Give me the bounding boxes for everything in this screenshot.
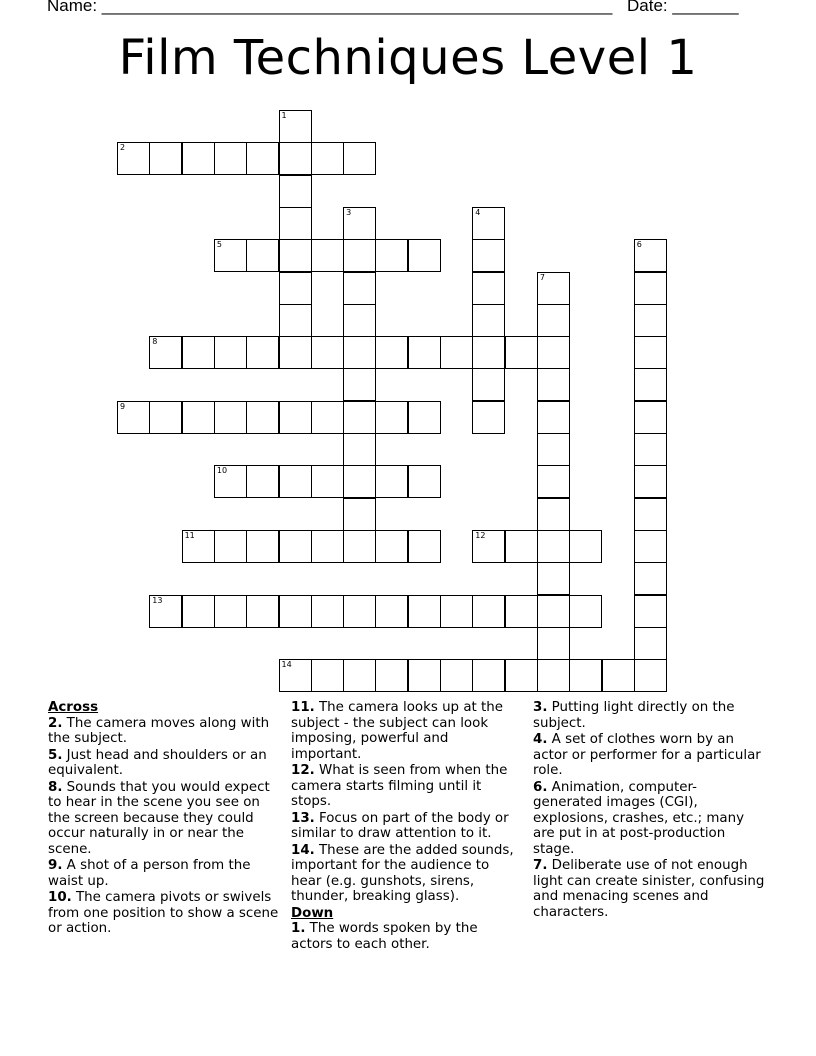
grid-cell[interactable] <box>440 659 473 692</box>
clue-number: 12 <box>475 530 486 540</box>
grid-cell[interactable] <box>537 336 570 369</box>
grid-cell[interactable] <box>279 336 312 369</box>
date-field[interactable]: Date: _______ <box>627 0 739 15</box>
clue-text: These are the added sounds, important for the audience to hear (e.g. gunshots, sirens, thunder, breaking glass). <box>291 842 514 904</box>
grid-cell[interactable] <box>408 401 441 434</box>
grid-cell[interactable] <box>343 207 376 240</box>
clue-number-label: 5. <box>48 747 63 763</box>
grid-cell[interactable] <box>472 272 505 305</box>
grid-cell[interactable] <box>311 401 344 434</box>
grid-cell[interactable] <box>472 207 505 240</box>
clue-number-label: 6. <box>533 779 548 795</box>
grid-cell[interactable] <box>472 368 505 401</box>
grid-cell[interactable] <box>311 336 344 369</box>
clue-text: What is seen from when the camera starts filming until it stops. <box>291 763 508 809</box>
clue-item <box>291 811 523 842</box>
grid-cell[interactable] <box>311 239 344 272</box>
clue-text: The camera moves along with the subject. <box>48 715 270 746</box>
grid-cell[interactable] <box>440 595 473 628</box>
grid-cell[interactable] <box>375 530 408 563</box>
clue-text: Sounds that you would expect to hear in the scene you see on the screen because they could occur naturally in or near the scene. <box>48 779 270 857</box>
grid-cell[interactable] <box>634 465 667 498</box>
grid-cell[interactable] <box>634 336 667 369</box>
grid-cell[interactable] <box>246 401 279 434</box>
grid-cell[interactable] <box>343 498 376 531</box>
clue-text: Animation, computer-generated images (CGI), explosions, crashes, etc.; many are put in at post-production stage. <box>533 779 745 857</box>
grid-cell[interactable] <box>634 595 667 628</box>
grid-cell[interactable] <box>279 659 312 692</box>
grid-cell[interactable] <box>311 465 344 498</box>
grid-cell[interactable] <box>537 304 570 337</box>
clue-number: 13 <box>152 595 163 605</box>
grid-cell[interactable] <box>343 142 376 175</box>
clue-number: 9 <box>120 401 126 411</box>
grid-cell[interactable] <box>472 659 505 692</box>
clues-column-1 <box>48 700 280 938</box>
grid-cell[interactable] <box>537 562 570 595</box>
clue-number-label: 1. <box>291 921 306 936</box>
grid-cell[interactable] <box>149 401 182 434</box>
grid-cell[interactable] <box>246 530 279 563</box>
clue-text: The camera pivots or swivels from one position to show a scene or action. <box>48 890 279 936</box>
grid-cell[interactable] <box>505 659 538 692</box>
grid-cell[interactable] <box>214 595 247 628</box>
clue-number: 3 <box>346 207 352 217</box>
clue-text: A set of clothes worn by an actor or performer for a particular role. <box>533 732 761 778</box>
clue-item <box>48 780 280 858</box>
clue-text: Deliberate use of not enough light can create sinister, confusing and menacing scenes and characters. <box>533 858 765 920</box>
grid-cell[interactable] <box>375 595 408 628</box>
clue-item <box>533 732 765 779</box>
grid-cell[interactable] <box>182 401 215 434</box>
clue-number-label: 4. <box>533 732 548 747</box>
clue-number-label: 10. <box>48 890 72 905</box>
grid-cell[interactable] <box>343 272 376 305</box>
grid-cell[interactable] <box>634 239 667 272</box>
clue-text: The words spoken by the actors to each other. <box>291 921 478 952</box>
page-title: Film Techniques Level 1 <box>118 30 698 86</box>
grid-cell[interactable] <box>537 530 570 563</box>
clue-number-label: 8. <box>48 779 63 795</box>
grid-cell[interactable] <box>149 336 182 369</box>
grid-cell[interactable] <box>634 304 667 337</box>
section-heading-across: Across <box>48 700 99 715</box>
grid-cell[interactable] <box>343 368 376 401</box>
grid-cell[interactable] <box>472 239 505 272</box>
grid-cell[interactable] <box>634 272 667 305</box>
grid-cell[interactable] <box>343 336 376 369</box>
grid-cell[interactable] <box>246 595 279 628</box>
grid-cell[interactable] <box>375 465 408 498</box>
clue-number-label: 3. <box>533 700 548 715</box>
grid-cell[interactable] <box>634 562 667 595</box>
grid-cell[interactable] <box>472 595 505 628</box>
grid-cell[interactable] <box>343 304 376 337</box>
grid-cell[interactable] <box>634 659 667 692</box>
grid-cell[interactable] <box>537 368 570 401</box>
clue-number-label: 14. <box>291 842 315 858</box>
grid-cell[interactable] <box>246 336 279 369</box>
grid-cell[interactable] <box>569 659 602 692</box>
clue-item <box>48 890 280 937</box>
grid-cell[interactable] <box>311 530 344 563</box>
grid-cell[interactable] <box>311 142 344 175</box>
grid-cell[interactable] <box>505 595 538 628</box>
clue-item <box>48 748 280 779</box>
grid-cell[interactable] <box>408 239 441 272</box>
grid-cell[interactable] <box>537 659 570 692</box>
clue-item <box>291 843 523 905</box>
grid-cell[interactable] <box>279 175 312 208</box>
clue-number: 6 <box>636 240 642 250</box>
grid-cell[interactable] <box>408 465 441 498</box>
grid-cell[interactable] <box>602 659 635 692</box>
name-field[interactable]: Name: ______________________________________________________ <box>47 0 613 15</box>
grid-cell[interactable] <box>537 433 570 466</box>
grid-cell[interactable] <box>279 110 312 143</box>
grid-cell[interactable] <box>279 239 312 272</box>
grid-cell[interactable] <box>375 336 408 369</box>
clue-item <box>291 700 523 762</box>
clue-number-label: 2. <box>48 715 63 731</box>
clue-number: 7 <box>539 272 545 282</box>
grid-cell[interactable] <box>279 272 312 305</box>
grid-cell[interactable] <box>182 530 215 563</box>
clue-number-label: 9. <box>48 858 63 873</box>
grid-cell[interactable] <box>634 498 667 531</box>
grid-cell[interactable] <box>279 304 312 337</box>
grid-cell[interactable] <box>214 142 247 175</box>
grid-cell[interactable] <box>343 659 376 692</box>
grid-cell[interactable] <box>375 401 408 434</box>
grid-cell[interactable] <box>214 465 247 498</box>
clue-number: 14 <box>281 660 292 670</box>
grid-cell[interactable] <box>279 207 312 240</box>
clue-number: 11 <box>184 530 195 540</box>
grid-cell[interactable] <box>343 530 376 563</box>
clue-text: The camera looks up at the subject - the subject can look imposing, powerful and important. <box>291 700 504 762</box>
grid-cell[interactable] <box>569 595 602 628</box>
grid-cell[interactable] <box>472 304 505 337</box>
clue-text: Focus on part of the body or similar to draw attention to it. <box>291 810 509 841</box>
grid-cell[interactable] <box>505 336 538 369</box>
grid-cell[interactable] <box>246 465 279 498</box>
clue-text: Putting light directly on the subject. <box>533 700 735 731</box>
grid-cell[interactable] <box>279 530 312 563</box>
clue-text: Just head and shoulders or an equivalent. <box>48 747 267 778</box>
grid-cell[interactable] <box>149 595 182 628</box>
grid-cell[interactable] <box>279 595 312 628</box>
grid-cell[interactable] <box>279 465 312 498</box>
clue-number-label: 12. <box>291 763 315 778</box>
grid-cell[interactable] <box>375 659 408 692</box>
clue-number: 10 <box>216 466 228 476</box>
clue-item <box>533 780 765 858</box>
clue-number: 4 <box>475 207 481 217</box>
clue-item <box>291 921 523 952</box>
grid-cell[interactable] <box>537 465 570 498</box>
grid-cell[interactable] <box>343 401 376 434</box>
clues-column-3 <box>533 700 765 921</box>
grid-cell[interactable] <box>182 142 215 175</box>
clue-item <box>48 858 280 889</box>
section-heading-down: Down <box>291 905 334 921</box>
clue-number-label: 11. <box>291 700 315 715</box>
grid-cell[interactable] <box>149 142 182 175</box>
grid-cell[interactable] <box>343 433 376 466</box>
grid-cell[interactable] <box>408 530 441 563</box>
grid-cell[interactable] <box>408 336 441 369</box>
grid-cell[interactable] <box>182 595 215 628</box>
grid-cell[interactable] <box>279 401 312 434</box>
clue-text: A shot of a person from the waist up. <box>48 858 251 889</box>
grid-cell[interactable] <box>537 627 570 660</box>
grid-cell[interactable] <box>214 401 247 434</box>
clue-number: 8 <box>152 337 158 347</box>
clue-number: 1 <box>281 111 287 120</box>
grid-cell[interactable] <box>634 368 667 401</box>
grid-cell[interactable] <box>214 239 247 272</box>
grid-cell[interactable] <box>343 595 376 628</box>
grid-cell[interactable] <box>311 595 344 628</box>
grid-cell[interactable] <box>505 530 538 563</box>
grid-cell[interactable] <box>537 401 570 434</box>
clue-item <box>533 700 765 731</box>
grid-cell[interactable] <box>117 401 150 434</box>
clue-item <box>48 716 280 747</box>
grid-cell[interactable] <box>408 659 441 692</box>
grid-cell[interactable] <box>182 336 215 369</box>
grid-cell[interactable] <box>537 272 570 305</box>
clue-number-label: 7. <box>533 858 548 873</box>
grid-cell[interactable] <box>343 239 376 272</box>
clue-item <box>291 763 523 810</box>
clue-number-label: 13. <box>291 810 315 826</box>
clue-number: 2 <box>120 143 126 153</box>
clue-number: 5 <box>216 240 222 250</box>
grid-cell[interactable] <box>472 401 505 434</box>
grid-cell[interactable] <box>408 595 441 628</box>
grid-cell[interactable] <box>279 142 312 175</box>
grid-cell[interactable] <box>537 595 570 628</box>
grid-cell[interactable] <box>634 530 667 563</box>
grid-cell[interactable] <box>214 336 247 369</box>
grid-cell[interactable] <box>246 239 279 272</box>
grid-cell[interactable] <box>246 142 279 175</box>
clue-item <box>533 858 765 920</box>
grid-cell[interactable] <box>472 336 505 369</box>
grid-cell[interactable] <box>634 627 667 660</box>
grid-cell[interactable] <box>214 530 247 563</box>
grid-cell[interactable] <box>634 433 667 466</box>
clues-column-2 <box>291 700 523 953</box>
grid-cell[interactable] <box>634 401 667 434</box>
grid-cell[interactable] <box>537 498 570 531</box>
grid-cell[interactable] <box>343 465 376 498</box>
grid-cell[interactable] <box>311 659 344 692</box>
grid-cell[interactable] <box>117 142 150 175</box>
grid-cell[interactable] <box>440 336 473 369</box>
grid-cell[interactable] <box>375 239 408 272</box>
grid-cell[interactable] <box>472 530 505 563</box>
grid-cell[interactable] <box>569 530 602 563</box>
